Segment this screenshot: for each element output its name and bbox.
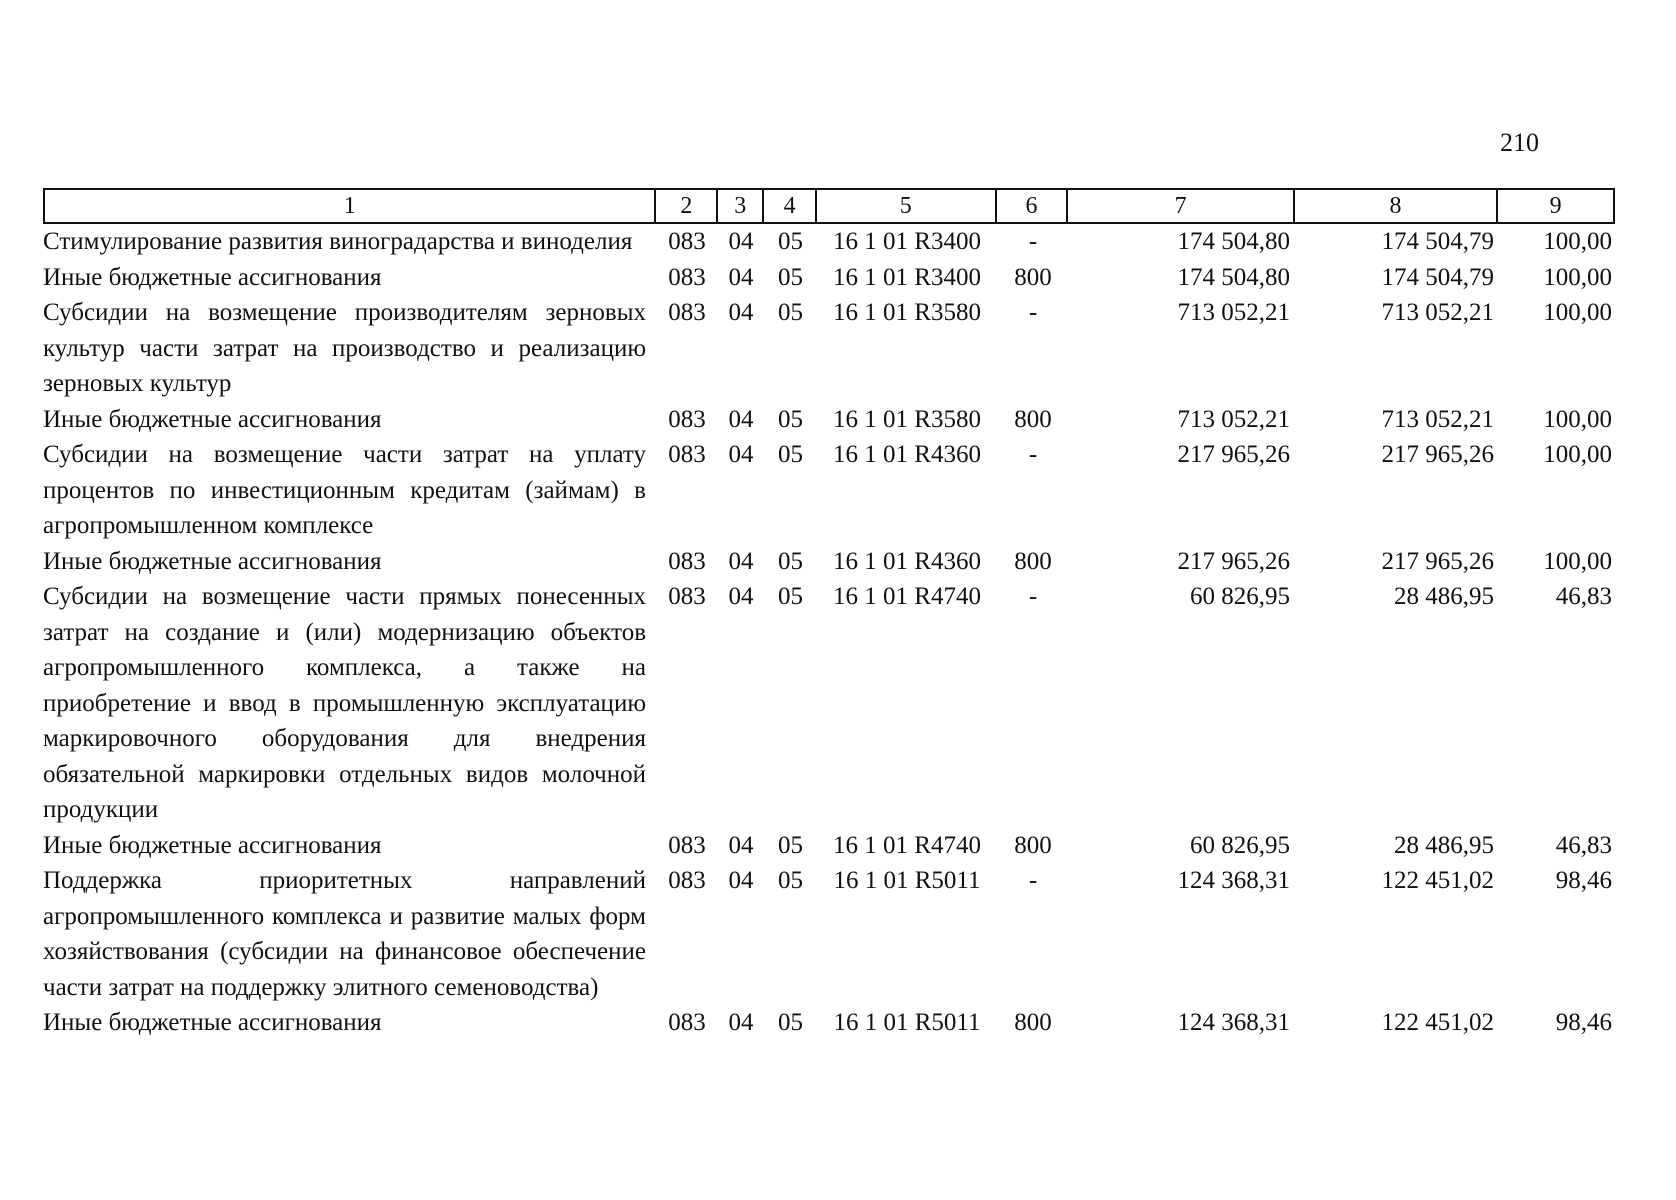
cell-expense-type: - — [1028, 441, 1038, 468]
cell-execution-percent: 100,00 — [1543, 228, 1612, 255]
cell-section-code: 04 — [728, 263, 754, 291]
cell-subsection-code: 05 — [778, 228, 803, 255]
cell-executed-amount: 122 451,02 — [1381, 867, 1494, 894]
cell-subsection-code: 05 — [778, 867, 803, 894]
cell-planned-amount: 124 368,31 — [1177, 867, 1290, 894]
cell-planned-amount: 713 052,21 — [1177, 299, 1290, 326]
cell-execution-percent: 46,83 — [1555, 583, 1612, 610]
cell-section-code: 04 — [728, 228, 754, 255]
cell-target-article: 16 1 01 R4360 — [833, 441, 981, 468]
cell-executed-amount: 174 504,79 — [1381, 263, 1494, 291]
cell-execution-percent: 100,00 — [1543, 547, 1612, 575]
column-header-4: 4 — [764, 190, 817, 222]
table-row — [43, 579, 1615, 828]
cell-section-code: 04 — [728, 299, 754, 326]
cell-section-code: 04 — [728, 1009, 754, 1036]
table-row — [43, 295, 1615, 402]
cell-ministry-code: 083 — [668, 1009, 706, 1036]
cell-subsection-code: 05 — [778, 441, 803, 468]
column-header-6: 6 — [997, 190, 1069, 222]
cell-execution-percent: 100,00 — [1543, 441, 1612, 468]
cell-ministry-code: 083 — [668, 405, 706, 433]
cell-subsection-code: 05 — [778, 299, 803, 326]
cell-ministry-code: 083 — [668, 263, 706, 291]
cell-ministry-code: 083 — [668, 867, 706, 894]
page-number: 210 — [1500, 128, 1539, 157]
cell-ministry-code: 083 — [668, 441, 706, 468]
row-description: Иные бюджетные ассигнования — [43, 547, 382, 575]
cell-planned-amount: 217 965,26 — [1177, 547, 1290, 575]
row-description: Стимулирование развития виноградарства и виноделия — [43, 228, 633, 255]
table-body — [43, 224, 1615, 1041]
cell-executed-amount: 28 486,95 — [1394, 831, 1494, 859]
cell-ministry-code: 083 — [668, 583, 706, 610]
cell-expense-type: - — [1028, 867, 1038, 894]
table-row — [43, 544, 1615, 580]
cell-section-code: 04 — [728, 831, 754, 859]
column-header-9: 9 — [1549, 193, 1562, 219]
cell-planned-amount: 174 504,80 — [1177, 228, 1290, 255]
cell-section-code: 04 — [728, 583, 754, 610]
row-description: Иные бюджетные ассигнования — [43, 263, 382, 291]
column-header-5: 5 — [817, 190, 997, 222]
row-description: Иные бюджетные ассигнования — [43, 1009, 382, 1036]
column-header-8: 8 — [1295, 190, 1498, 222]
row-description: Иные бюджетные ассигнования — [43, 405, 382, 433]
cell-target-article: 16 1 01 R3580 — [833, 299, 981, 326]
cell-executed-amount: 217 965,26 — [1381, 547, 1494, 575]
cell-execution-percent: 100,00 — [1543, 263, 1612, 291]
cell-execution-percent: 46,83 — [1555, 831, 1612, 859]
row-description: Субсидии на возмещение части затрат на уплату процентов по инвестиционным кредитам (займам) в агропромышленном комплексе — [43, 441, 646, 539]
cell-target-article: 16 1 01 R5011 — [833, 1009, 981, 1036]
cell-executed-amount: 122 451,02 — [1381, 1009, 1494, 1036]
cell-expense-type: 800 — [1014, 1009, 1052, 1036]
cell-target-article: 16 1 01 R4740 — [833, 831, 981, 859]
cell-planned-amount: 174 504,80 — [1177, 263, 1290, 291]
cell-target-article: 16 1 01 R3400 — [833, 228, 981, 255]
cell-ministry-code: 083 — [668, 831, 706, 859]
cell-target-article: 16 1 01 R4360 — [833, 547, 981, 575]
table-row — [43, 260, 1615, 296]
cell-subsection-code: 05 — [778, 1009, 803, 1036]
cell-expense-type: 800 — [1014, 547, 1052, 575]
table-row — [43, 828, 1615, 864]
table-row — [43, 437, 1615, 544]
table-row — [43, 1005, 1615, 1041]
cell-expense-type: 800 — [1014, 831, 1052, 859]
cell-executed-amount: 28 486,95 — [1394, 583, 1494, 610]
column-header-2: 2 — [656, 190, 718, 222]
row-description: Субсидии на возмещение производителям зерновых культур части затрат на производство и реализацию зерновых культур — [43, 299, 646, 397]
cell-executed-amount: 713 052,21 — [1381, 299, 1494, 326]
cell-planned-amount: 60 826,95 — [1190, 583, 1290, 610]
cell-ministry-code: 083 — [668, 547, 706, 575]
cell-executed-amount: 217 965,26 — [1381, 441, 1494, 468]
cell-expense-type: 800 — [1014, 405, 1052, 433]
table-row — [43, 402, 1615, 438]
cell-executed-amount: 713 052,21 — [1381, 405, 1494, 433]
cell-expense-type: 800 — [1014, 263, 1052, 291]
cell-planned-amount: 124 368,31 — [1177, 1009, 1290, 1036]
cell-expense-type: - — [1028, 299, 1038, 326]
cell-execution-percent: 100,00 — [1543, 405, 1612, 433]
cell-target-article: 16 1 01 R4740 — [833, 583, 981, 610]
cell-ministry-code: 083 — [668, 228, 706, 255]
column-header-3: 3 — [718, 190, 764, 222]
cell-target-article: 16 1 01 R3400 — [833, 263, 981, 291]
cell-subsection-code: 05 — [778, 263, 803, 291]
cell-expense-type: - — [1028, 228, 1038, 255]
cell-subsection-code: 05 — [778, 583, 803, 610]
column-header-1: 1 — [45, 190, 656, 222]
budget-table — [43, 188, 1615, 1041]
column-header-7: 7 — [1068, 190, 1294, 222]
cell-section-code: 04 — [728, 405, 754, 433]
cell-execution-percent: 98,46 — [1555, 1009, 1612, 1036]
cell-planned-amount: 60 826,95 — [1190, 831, 1290, 859]
cell-execution-percent: 98,46 — [1555, 867, 1612, 894]
cell-ministry-code: 083 — [668, 299, 706, 326]
row-description: Субсидии на возмещение части прямых понесенных затрат на создание и (или) модернизацию объектов агропромышленного комплекса, а также на приобретение и ввод в промышленную эксплуатацию маркировочного оборудования для внедрения обязательной маркировки отдельных видов молочной продукции — [43, 583, 646, 823]
table-header — [43, 188, 1615, 224]
cell-section-code: 04 — [728, 441, 754, 468]
cell-expense-type: - — [1028, 583, 1038, 610]
cell-target-article: 16 1 01 R3580 — [833, 405, 981, 433]
cell-planned-amount: 217 965,26 — [1177, 441, 1290, 468]
table-row — [43, 863, 1615, 1005]
row-description: Иные бюджетные ассигнования — [43, 831, 382, 859]
cell-section-code: 04 — [728, 547, 754, 575]
cell-executed-amount: 174 504,79 — [1381, 228, 1494, 255]
cell-subsection-code: 05 — [778, 831, 803, 859]
cell-execution-percent: 100,00 — [1543, 299, 1612, 326]
cell-planned-amount: 713 052,21 — [1177, 405, 1290, 433]
cell-subsection-code: 05 — [778, 547, 803, 575]
cell-section-code: 04 — [728, 867, 754, 894]
row-description: Поддержка приоритетных направлений агропромышленного комплекса и развитие малых форм хозяйствования (субсидии на финансовое обеспечение части затрат на поддержку элитного семеноводства) — [43, 867, 646, 1001]
cell-target-article: 16 1 01 R5011 — [833, 867, 981, 894]
table-row — [43, 224, 1615, 260]
cell-subsection-code: 05 — [778, 405, 803, 433]
